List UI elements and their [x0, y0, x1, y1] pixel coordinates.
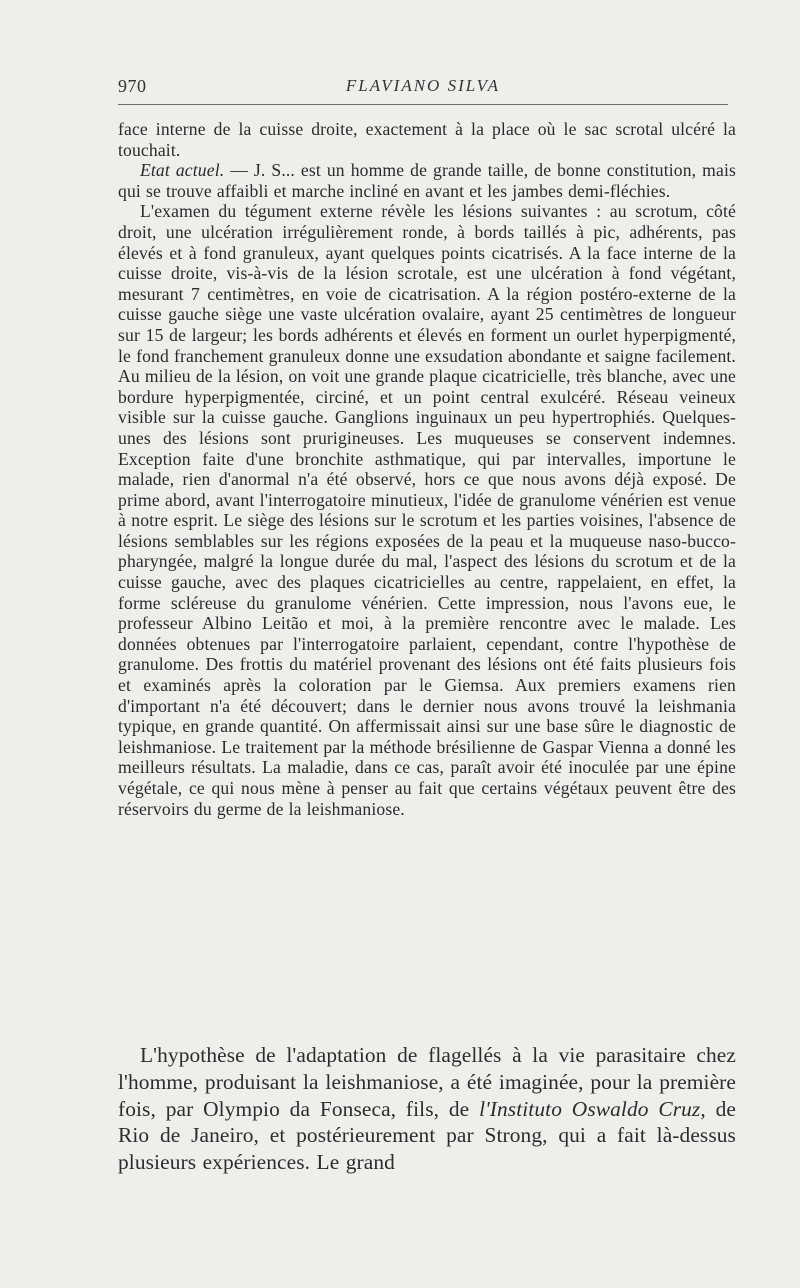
hypothese-institute: l'Instituto Oswaldo Cruz [479, 1096, 701, 1121]
paragraph-hypothese [118, 1042, 736, 1176]
header-rule [118, 104, 728, 105]
paragraph-continuation: face interne de la cuisse droite, exactement à la place où le sac scrotal ulcéré la touchait. [118, 119, 736, 160]
etat-actuel-text: — J. S... est un homme de grande taille, de bonne constitution, mais qui se trouve affaibli et marche incliné en avant et les jambes demi-fléchies. [118, 160, 736, 201]
paragraph-etat-actuel [118, 160, 736, 201]
hypothese-text-after: , de Rio de Janeiro, et postérieurement par Strong, qui a fait là-dessus plusieurs expériences. Le grand [118, 1096, 736, 1175]
hypothese-text-before: L'hypothèse de l'adaptation de flagellés à la vie parasitaire chez l'homme, produisant la leishmaniose, a été imaginée, pour la première fois, par Olympio da Fonseca, fils, de [118, 1043, 736, 1121]
paragraph-examen: L'examen du tégument externe révèle les lésions suivantes : au scrotum, côté droit, une ulcération irrégulièrement ronde, à bords taillés à pic, adhérents, pas élevés et à fond granuleux, ayant quelques points cicatrisés. A la face interne de la cuisse droite, vis-à-vis de la lésion scrotale, est une ulcération à fond végétant, mesurant 7 centimètres, en voie de cicatrisation. A la région postéro-externe de la cuisse gauche siège une vaste ulcération ovalaire, ayant 25 centimètres de longueur sur 15 de largeur; les bords adhérents et élevés en forment un ourlet hyperpigmenté, le fond franchement granuleux donne une exsudation abondante et saigne facilement. Au milieu de la lésion, on voit une grande plaque cicatricielle, très blanche, avec une bordure hyperpigmentée, circiné, et un point central exulcéré. Réseau veineux visible sur la cuisse gauche. Ganglions inguinaux un peu hypertrophiés. Quelques-unes des lésions sont prurigineuses. Les muqueuses se conservent indemnes. Exception faite d'une bronchite asthmatique, qui par intervalles, importune le malade, rien d'anormal n'a été observé, hors ce que nous avons déjà exposé. De prime abord, avant l'interrogatoire minutieux, l'idée de granulome vénérien est venue à notre esprit. Le siège des lésions sur le scrotum et les parties voisines, l'absence de lésions semblables sur les régions exposées de la peau et la muqueuse naso-bucco-pharyngée, malgré la longue durée du mal, l'aspect des lésions du scrotum et de la cuisse gauche, avec des plaques cicatricielles au centre, rappelaient, en effet, la forme scléreuse du granulome vénérien. Cette impression, nous l'avons eue, le professeur Albino Leitão et moi, à la première rencontre avec le malade. Les données obtenues par l'interrogatoire parlaient, cependant, contre l'hypothèse de granulome. Des frottis du matériel provenant des lésions ont été faits plusieurs fois et examinés après la coloration par le Giemsa. Aux premiers examens rien d'important n'a été découvert; dans le dernier nous avons trouvé la leishmania typique, en grande quantité. On affermissait ainsi sur une base sûre le diagnostic de leishmaniose. Le traitement par la méthode brésilienne de Gaspar Vienna a donné les meilleurs résultats. La maladie, dans ce cas, paraît avoir été inoculée par une épine végétale, ce qui nous mène à penser au fait que certains végétaux peuvent être des réservoirs du germe de la leishmaniose. [118, 201, 736, 819]
page-header [118, 76, 728, 100]
case-description [118, 119, 736, 819]
page-number: 970 [118, 76, 147, 96]
hypothesis-section [118, 1042, 736, 1176]
etat-actuel-lead: Etat actuel. [140, 160, 225, 181]
running-head: FLAVIANO SILVA [345, 76, 501, 95]
